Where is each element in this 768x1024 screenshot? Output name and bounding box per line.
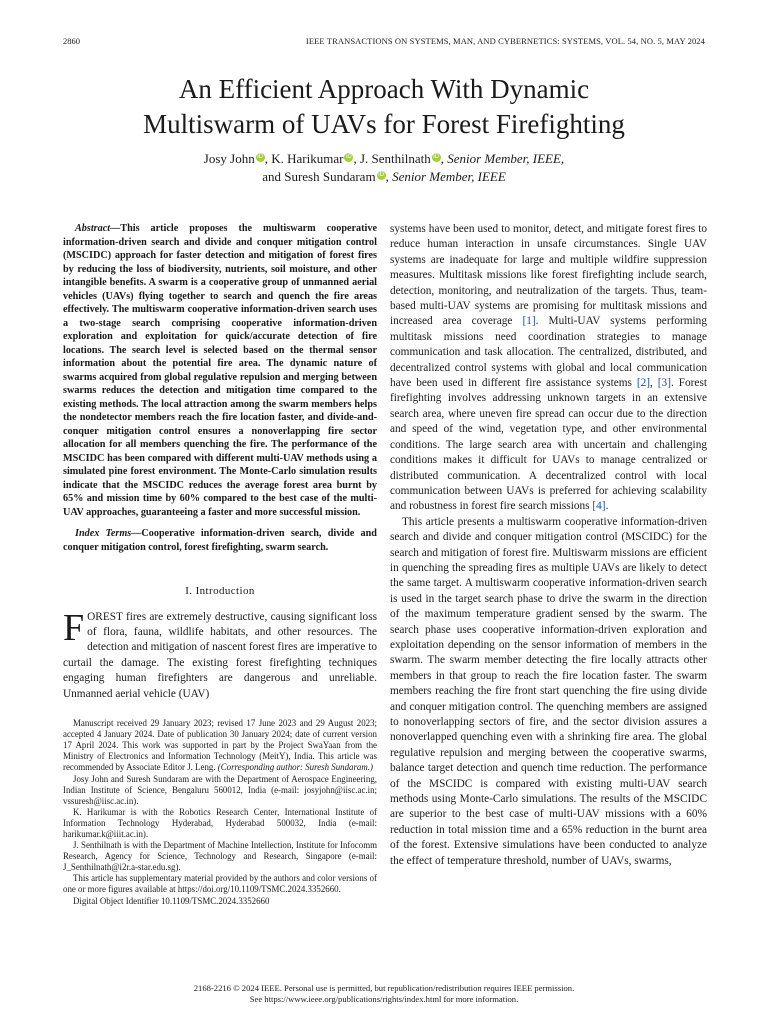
author-list	[63, 150, 705, 186]
intro-paragraph-continued: systems have been used to monitor, detect, and mitigate forest fires to reduce human interaction in unsafe circumstances. Single UAV systems are inadequate for large and multiple wildfire suppression measures. Multitask missions like forest firefighting include search, detection, monitoring, and neutralization of the targets. Thus, team-based multi-UAV systems are promising for multitask missions and increased area coverage [1]. Multi-UAV systems performing multitask missions need coordination strategies to manage communication and task allocation. The centralized, distributed, and decentralized control systems with global and local communication have been used in different fire assistance systems [2], [3]. Forest firefighting involves addressing unknown targets in an extensive search area, where uneven fire spread can occur due to the direction and speed of the wind, vegetation type, and other environmental conditions. The large search area with uncertain and challenging conditions makes it difficult for UAVs to manage centralized or distributed communication. A decentralized control with local communication between UAVs is preferred for achieving scalability and robustness in forest fire search missions [4].	[390, 223, 707, 513]
citation-link[interactable]: [1]	[522, 315, 536, 328]
author-conjunction: and	[262, 169, 281, 184]
corresponding-author: (Corresponding author: Suresh Sundaram.)	[217, 762, 373, 773]
abstract-lead: Abstract—	[75, 223, 121, 234]
introduction-paragraph	[63, 606, 377, 702]
author-role: Senior Member, IEEE,	[447, 151, 565, 166]
abstract-text: This article proposes the multiswarm cooperative information-driven search and divide and conquer mitigation control (MSCIDC) approach for faster detection and mitigation of forest fires by reducing the loss of biodiversity, nutrients, soil moisture, and other intangible benefits. A swarm is a cooperative group of unmanned aerial vehicles (UAVs) flying together to search and quench the fire areas effectively. The multiswarm cooperative information-driven search uses a two-stage search comprising cooperative information-driven exploration and exploitation for quick/accurate detection of fire locations. The search level is selected based on the thermal sensor information about the potential fire area. The dynamic nature of swarms acquired from global regulative repulsion and merging between swarms reduces the detection and mitigation time compared to the existing methods. The local attraction among the swarm members helps the nondetector members reach the fire location faster, and divide-and-conquer mitigation control ensures a nonoverlapping fire sector allocation for all members quenching the fire. The performance of the MSCIDC has been compared with different multi-UAV methods using a simulated pine forest environment. The Monte-Carlo simulation results indicate that the MSCIDC reduces the average forest area burnt by 65% and mission time by 60% compared to the best case of the multi-UAV approaches, guaranteeing a faster and more successful mission.	[63, 223, 377, 518]
author-line-1: Josy John iD , K. Harikumar iD , J. Senthilnath iD , Senior Member, IEEE,	[203, 151, 565, 166]
orcid-icon[interactable]: iD	[378, 171, 384, 178]
author-name: J. Senthilnath	[359, 151, 431, 166]
journal-header: IEEE TRANSACTIONS ON SYSTEMS, MAN, AND CYBERNETICS: SYSTEMS, VOL. 54, NO. 5, MAY 2024	[305, 36, 705, 46]
footnote-supplementary: This article has supplementary material provided by the authors and color versions of one or more figures available at https://doi.org/10.1109/TSMC.2024.3352660.	[63, 873, 377, 895]
footnote-affiliation: Josy John and Suresh Sundaram are with the Department of Aerospace Engineering, Indian Institute of Science, Bengaluru 560012, India (e-mail: josyjohn@iisc.ac.in; vssuresh@iisc.ac.in).	[63, 773, 377, 806]
footer-line-2: See https://www.ieee.org/publications/rights/index.html for more information.	[249, 994, 519, 1004]
footnote-affiliation: J. Senthilnath is with the Department of Machine Intellection, Institute for Infocomm Research, Agency for Science, Technology and Research, Singapore (e-mail: J_Senthilnath@i2r.a-star.edu.sg).	[63, 840, 377, 873]
abstract	[63, 222, 377, 519]
author-line-2: and Suresh Sundaram iD , Senior Member, IEEE	[262, 169, 506, 184]
index-terms	[63, 527, 377, 554]
citation-link[interactable]: [3]	[657, 377, 671, 390]
footnote-doi: Digital Object Identifier 10.1109/TSMC.2024.3352660	[73, 895, 270, 906]
author-role: Senior Member, IEEE	[392, 169, 506, 184]
title-line-1: An Efficient Approach With Dynamic	[178, 74, 590, 104]
drop-cap: F	[63, 606, 85, 649]
right-column	[390, 222, 707, 869]
intro-paragraph-2: This article presents a multiswarm cooperative information-driven search and divide and conquer mitigation control (MSCIDC) for the search and mitigation of forest fire. Multiswarm missions are efficient in quenching the spreading fires as multiple UAVs are likely to detect the same target. A multiswarm cooperative information-driven search is used in the target search phase to drive the swarm in the direction of the maximum temperature gradient sensed by the swarm. The search phase uses cooperative information-driven exploration and exploitation depending on the sensor information of members in the swarm. The swarm member detecting the fire locally attracts other members in that group to reach the fire location faster. The swarm members reaching the fire front start quenching the fire using divide and conquer mitigation control. The quenching members are assigned to nonoverlapping sectors of fire, and the sector division assures a nonoverlapped quenching even with a shrinking fire area. The global regulative repulsion and merging between the cooperative swarms, balance target detection and quench time reduction. The performance of the MSCIDC is compared with existing multi-UAV search methods using Monte-Carlo simulations. The results of the MSCIDC are superior to the best case of multi-UAV missions with a 60% reduction in total mission time and a 65% reduction in the burnt area of the forest. Extensive simulations have been conducted to analyze the effect of temperature threshold, number of UAVs, swarms,	[390, 515, 707, 867]
citation-link[interactable]: [4]	[592, 500, 606, 513]
orcid-icon[interactable]: iD	[346, 153, 352, 160]
section-heading-introduction: I. Introduction	[185, 585, 255, 597]
paper-title	[63, 72, 705, 142]
footnote-affiliation: K. Harikumar is with the Robotics Research Center, International Institute of Information Technology Hyderabad, Hyderabad 500032, India (e-mail: harikumar.k@iiit.ac.in).	[63, 806, 377, 839]
footnotes	[63, 718, 377, 907]
orcid-icon[interactable]: iD	[433, 153, 440, 160]
author-name: K. Harikumar	[271, 151, 344, 166]
copyright-footer	[63, 983, 705, 1005]
title-line-2: Multiswarm of UAVs for Forest Firefighting	[143, 109, 625, 139]
author-name: Josy John	[203, 151, 255, 166]
index-terms-text: Cooperative information-driven search, divide and conquer mitigation control, forest firefighting, swarm search.	[63, 528, 377, 553]
footnote-manuscript: Manuscript received 29 January 2023; revised 17 June 2023 and 29 August 2023; accepted 4 January 2024. Date of publication 30 January 2024; date of current version 17 April 2024. This work was supported in part by the Project SwaYaan from the Ministry of Electronics and Information Technology (MeitY), India. This article was recommended by Associate Editor J. Leng. (Corresponding author: Suresh Sundaram.)	[63, 718, 377, 773]
footer-line-1: 2168-2216 © 2024 IEEE. Personal use is permitted, but republication/redistribution requires IEEE permission.	[193, 983, 575, 993]
author-name: Suresh Sundaram	[284, 169, 376, 184]
left-column	[63, 222, 377, 907]
citation-link[interactable]: [2]	[636, 377, 651, 390]
introduction-text: OREST fires are extremely destructive, causing significant loss of flora, fauna, wildlife habitats, and other resources. The detection and mitigation of nascent forest fires are imperative to curtail the damage. The existing forest firefighting techniques engaging human firefighters are dangerous and unreliable. Unmanned aerial vehicle (UAV)	[63, 610, 377, 700]
page-number: 2860	[63, 36, 80, 46]
orcid-icon[interactable]: iD	[257, 153, 264, 160]
index-terms-lead: Index Terms—	[75, 528, 142, 539]
